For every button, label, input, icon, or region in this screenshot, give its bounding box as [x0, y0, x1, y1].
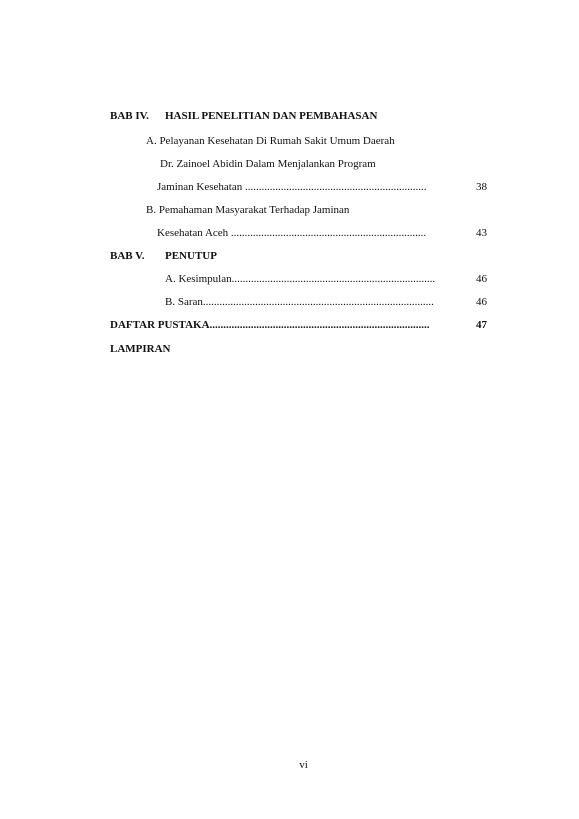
toc-entry-b-page: 43 — [476, 227, 487, 239]
toc-entry-saran-page: 46 — [476, 296, 487, 308]
toc-entry-saran: B. Saran.................................................................................... — [165, 296, 434, 308]
toc-entry-b-line2: Kesehatan Aceh ....................................................................... — [157, 227, 427, 239]
toc-bab4-label: BAB IV. — [110, 110, 149, 122]
toc-entry-daftar-pustaka: DAFTAR PUSTAKA................................................................................ — [110, 319, 430, 331]
toc-entry-a-line1: A. Pelayanan Kesehatan Di Rumah Sakit Umum Daerah — [146, 135, 395, 147]
toc-entry-b-line1: B. Pemahaman Masyarakat Terhadap Jaminan — [146, 204, 350, 216]
toc-bab5-label: BAB V. — [110, 250, 145, 262]
toc-entry-a-page: 38 — [476, 181, 487, 193]
page-number: vi — [299, 759, 308, 771]
toc-entry-a-line2: Dr. Zainoel Abidin Dalam Menjalankan Program — [160, 158, 376, 170]
toc-entry-kesimpulan: A. Kesimpulan.......................................................................... — [165, 273, 436, 285]
toc-entry-a-line3: Jaminan Kesehatan .................................................................. — [157, 181, 427, 193]
toc-entry-kesimpulan-page: 46 — [476, 273, 487, 285]
toc-bab4-title: HASIL PENELITIAN DAN PEMBAHASAN — [165, 110, 378, 122]
toc-entry-lampiran: LAMPIRAN — [110, 343, 171, 355]
toc-bab5-title: PENUTUP — [165, 250, 217, 262]
toc-entry-daftar-pustaka-page: 47 — [476, 319, 487, 331]
